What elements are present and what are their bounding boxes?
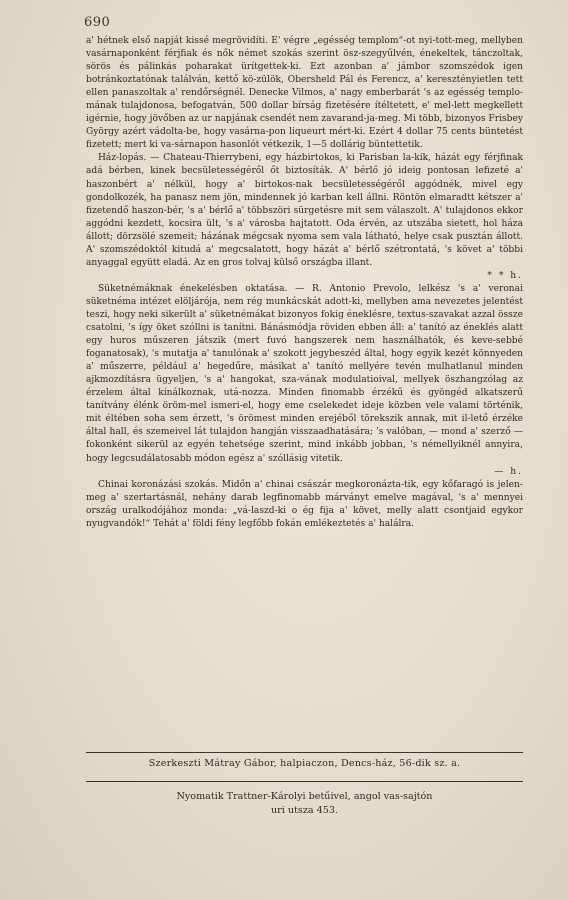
paragraph-sunday-temple: a' hétnek első napját kissé megrövidíti. E' végre „egésség templom“-ot nyi-tott-meg, mellyben vasárnaponként férjfiak és nők német szokás szerint ösz-szegyűlvén, énekeltek, tánczoltak, sörös és pálinkás poharakat ürítgettek-ki. Ezt azonban a' jámbor szomszédok igen botránkoztatónak találván, kettő kö-zülök, Obersheld Pál és Ferencz, a' keresztényietlen tett ellen panaszoltak a' rendőrségnél. Denecke Vilmos, a' nagy emberbarát 's az egésség templo-mának tulajdonosa, befogatván, 500 dollar bírság fizetésére ítéltetett, e' mel-lett megkellett igérnie, hogy jövőben az ur napjának csendét nem zavarand-ja-meg. Mi több, bizonyos Frisbey György azért vádolta-be, hogy vasárna-pon liqueurt mért-ki. Ezért 4 dollar 75 cents büntetést fizetett; mert ki va-sárnapon hasonlót vétkezik, 1—5 dollárig büntettetik. bbox=[86, 36, 523, 151]
paragraph-house-theft: Ház-lopás. — Chateau-Thierrybeni, egy házbirtokos, ki Parisban la-kik, házát egy férjfinak adá bérben, kinek becsületességéről őt biztosíták. A' bérlő jó ideig pontosan lefizeté a' haszonbért a' nélkül, hogy a' birtokos-nak becsületességéről aggódnék, mivel egy gondolkozék, ha panasz nem jön, mindennek jó karban kell állni. Röntön elmaradtt kétszer a' fizetendő haszon-bér, 's a' bérlő a' többszöri sürgetésre mit sem válaszolt. A' tulajdonos ekkor aggódni kezdett, kocsira ült, 's a' városba hajtatott. Oda érvén, az utszába sietett, hol háza állott; dörzsölé szemeit; házának mégcsak nyoma sem vala látható, helye csak pusztán állott. A' szomszédoktól kitudá a' megcsalatott, hogy házát a' bérlő szétrontatá, 's követ a' többi anyaggal együtt eladá. Az en gros tolvaj külső országba illant. bbox=[86, 153, 523, 268]
page-number: 690 bbox=[84, 15, 111, 30]
signoff-house-theft: * * h. bbox=[487, 270, 523, 281]
signoff-deafmute: — h. bbox=[494, 466, 523, 477]
paragraph-chinese-coronation: Chinai koronázási szokás. Midőn a' chinai császár megkoronázta-tik, egy kőfaragó is jelen-meg a' szertartásnál, nehány darab legfinomabb márványt emelve magával, 's a' mennyei ország uralkodójához monda: „vá-laszd-ki o ég fija a' követ, melly alatt csontjaid egykor nyugvandók!“ Tehát a' földi fény legfőbb fokán emlékeztetés a' halálra. bbox=[86, 479, 523, 529]
footer-rule-bottom bbox=[86, 781, 523, 782]
printer-line-1: Nyomatik Trattner-Károlyi betűivel, angol vas-sajtón bbox=[176, 791, 433, 802]
paragraph-deafmute-singing: Süketnémáknak énekelésben oktatása. — R. Antonio Prevolo, lelkész 's a' veronai süketnéma intézet elöljárója, nem rég munkácskát adott-ki, mellyben ama nevezetes jelentést teszi, hogy neki sikerült a' süketnémákat bizonyos fokig éneklésre, textus-szavakat azzal össze csatolni, 's így öket szóllni is tanítni. Bánásmódja röviden ebben áll: a' tanító az éneklés alatt egy huros műszeren játszik (mert fuvó hangszerek nem használhatók, és keve-sebbé foganatosak), 's mutatja a' tanulónak a' szokott jegybeszéd által, hogy egyik kezét könnyeden a' műszerre, például a' hegedűre, másikat a' tanító mellyére tevén mulhatlanul minden ajkmozdításra ügyeljen, 's a' hangokat, sza-vának modulatioival, mellyek öszhangzólag az érzelem által kínálkoznak, utá-nozza. Minden finomabb érzékű és gyöngéd alkatszerű tanítvány élénk öröm-mel ismeri-el, hogy eme cselekedet ideje közben vele valami történik, mit éltében soha sem érzett, 's örömest minden erejéből törekszik annak, mit il-lető érzéke által hall, és szemeivel lát tulajdon hangján visszaadhatására; 's valóban, — mond a' szerző — fokonként sikerül az egyén tehetsége szerint, mind inkább jobban, 's némellyiknél annyira, hogy legcsudálatosabb módon egész a' szóllásig vitetik. bbox=[86, 283, 523, 464]
editor-line: Szerkeszti Mátray Gábor, halpiaczon, Dencs-ház, 56-dik sz. a. bbox=[148, 758, 461, 769]
printer-line-2: uri utsza 453. bbox=[270, 805, 339, 816]
footer-rule-top bbox=[86, 752, 523, 753]
printer-imprint bbox=[86, 790, 523, 818]
article-body bbox=[86, 35, 523, 531]
